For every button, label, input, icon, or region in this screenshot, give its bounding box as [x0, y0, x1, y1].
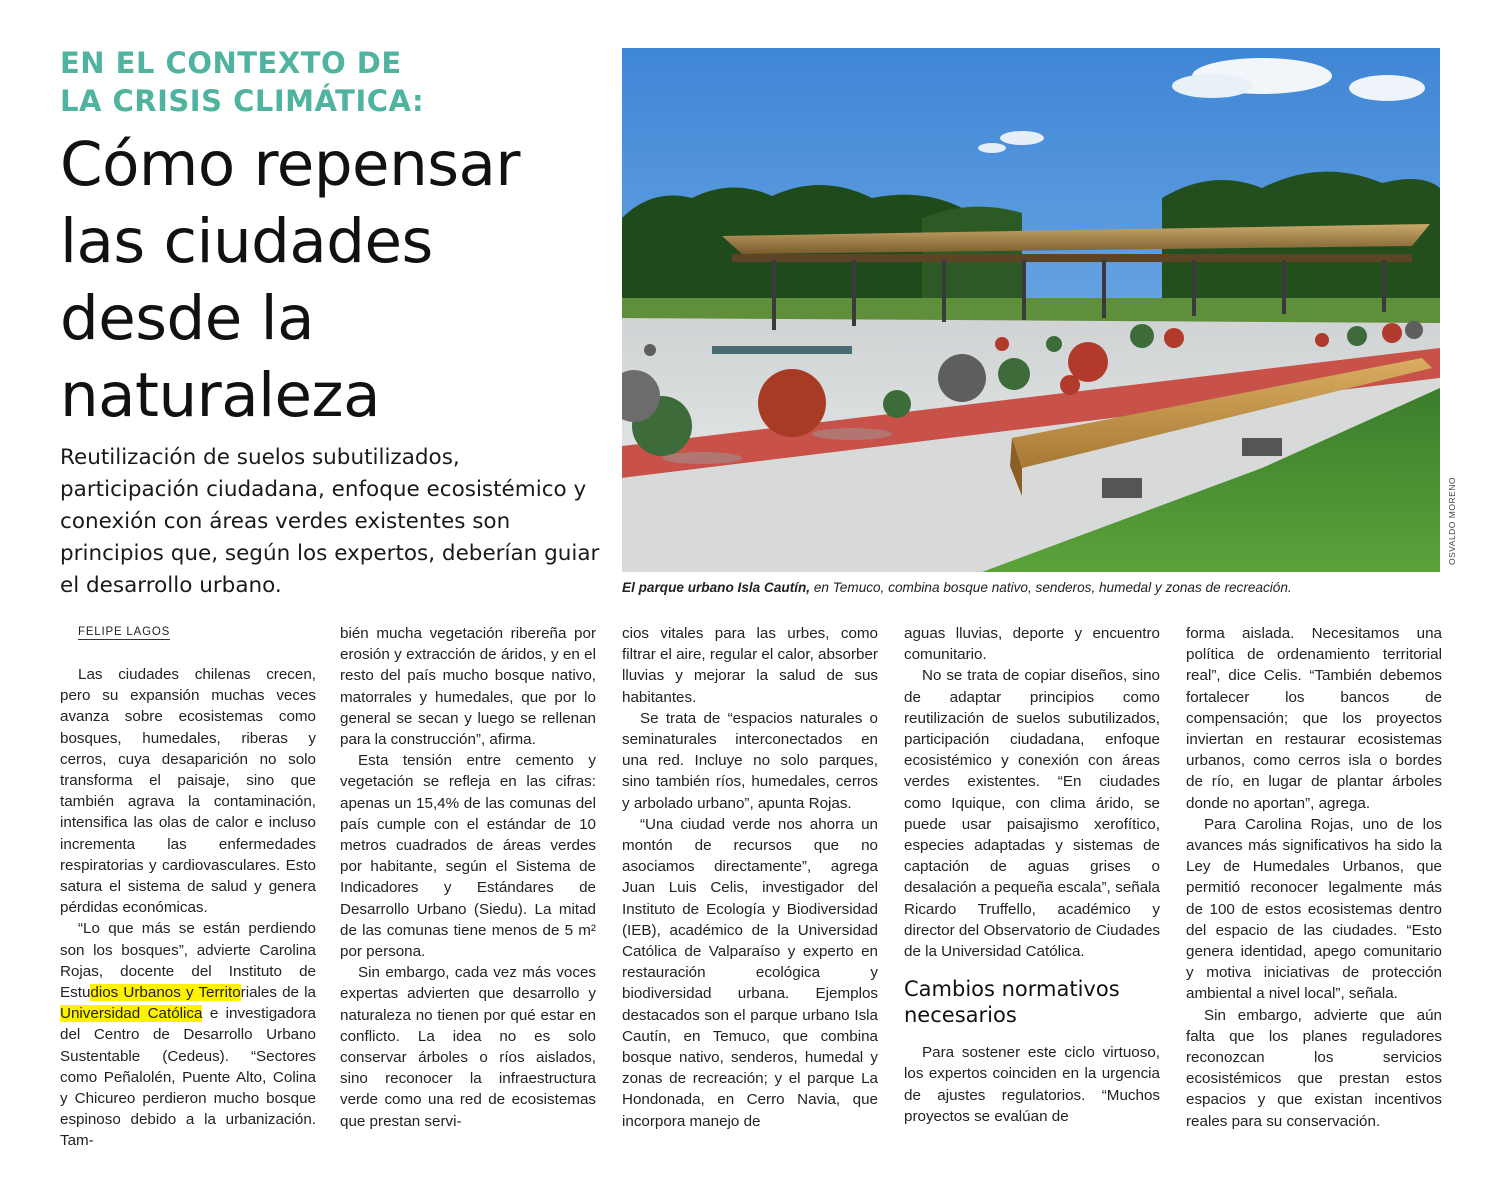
kicker — [60, 44, 580, 120]
kicker-line-2: LA CRISIS CLIMÁTICA: — [60, 84, 425, 118]
paragraph: Esta tensión entre cemento y vegetación se refleja en las cifras: apenas un 15,4% de las comunas del país cumple con el estándar de 10 metros cuadrados de áreas verdes por habitante, según el Sistema de Indicadores y Estándares de Desarrollo Urbano (Siedu). La mitad de las comunas tiene menos de 5 m² por persona. — [340, 752, 596, 961]
column-3 — [622, 623, 878, 1132]
caption-text: en Temuco, combina bosque nativo, senderos, humedal y zonas de recreación. — [810, 580, 1292, 595]
paragraph: No se trata de copiar diseños, sino de adaptar principios como reutilización de suelos subutilizados, participación ciudadana, enfoque ecosistémico y conexión con áreas verdes existentes. “En ciudades como Iquique, con clima árido, se puede usar paisajismo xerofítico, especies adaptadas y sistemas de captación de aguas grises o desalación a pequeña escala”, señala Ricardo Truffello, académico y director del Observatorio de Ciudades de la Universidad Católica. — [904, 667, 1160, 961]
headline-line-1: Cómo repensar — [60, 129, 520, 200]
headline-line-4: naturaleza — [60, 360, 380, 431]
park-photo — [622, 48, 1440, 572]
headline — [60, 126, 600, 434]
photo-caption — [622, 580, 1452, 595]
paragraph: bién mucha vegetación ribereña por erosión y extracción de áridos, y en el resto del país mucho bosque nativo, matorrales y humedales, que por lo general se secan y luego se rellenan para la construcción”, afirma. — [340, 625, 596, 749]
subheading: Cambios normativos necesarios — [904, 977, 1120, 1028]
highlight: dios Urbanos y Territo — [90, 984, 241, 1002]
paragraph: “Lo que más se están perdiendo son los bosques”, advierte Carolina Rojas, docente del Instituto de Estudios Urbanos y Territoriales de la Universidad Católica e investigadora del Centro de Desarrollo Urbano Sustentable (Cedeus). “Sectores como Peñalolén, Puente Alto, Colina y Chicureo perdieron mucho bosque espinoso debido a la urbanización. Tam- — [60, 920, 316, 1150]
deck: Reutilización de suelos subutilizados, participación ciudadana, enfoque ecosistémico y conexión con áreas verdes existentes son principios que, según los expertos, deberían guiar el desarrollo urbano. — [60, 445, 600, 598]
kicker-line-1: EN EL CONTEXTO DE — [60, 46, 402, 80]
caption-lead: El parque urbano Isla Cautín, — [622, 580, 811, 595]
headline-line-2: las ciudades — [60, 206, 433, 277]
column-4 — [904, 623, 1160, 1127]
paragraph: forma aislada. Necesitamos una política de ordenamiento territorial real”, dice Celis. “También debemos fortalecer los bancos de compensación; que los proyectos inviertan en restaurar ecosistemas urbanos, como cerros isla o bordes de río, en lugar de plantar árboles donde no aportan”, agrega. — [1186, 625, 1442, 812]
paragraph: Las ciudades chilenas crecen, pero su expansión muchas veces avanza sobre ecosistemas como bosques, humedales, riberas y cerros, cuya desaparición no solo transforma el paisaje, sino que también agrava la contaminación, intensifica las olas de calor e incluso incrementa las enfermedades respiratorias y cardiovasculares. Esto satura el sistema de salud y genera pérdidas económicas. — [60, 666, 316, 917]
paragraph: Sin embargo, cada vez más voces expertas advierten que desarrollo y naturaleza no tienen por qué estar en conflicto. La idea no es solo conservar árboles o ríos aislados, sino reconocer la infraestructura verde como una red de ecosistemas que prestan servi- — [340, 964, 596, 1130]
paragraph: “Una ciudad verde nos ahorra un montón de recursos que no asociamos directamente”, agrega Juan Luis Celis, investigador del Instituto de Ecología y Biodiversidad (IEB), académico de la Universidad Católica de Valparaíso y experto en restauración ecológica y biodiversidad urbana. Ejemplos destacados son el parque urbano Isla Cautín, en Temuco, que combina bosque nativo, senderos, humedal y zonas de recreación; y el parque La Hondonada, en Cerro Navia, que incorpora manejo de — [622, 815, 878, 1130]
paragraph: Para sostener este ciclo virtuoso, los expertos coinciden en la urgencia de ajustes regulatorios. “Muchos proyectos se evalúan de — [904, 1044, 1160, 1125]
paragraph: cios vitales para las urbes, como filtrar el aire, regular el calor, absorber lluvias y mejorar la salud de sus habitantes. — [622, 625, 878, 706]
column-2 — [340, 623, 596, 1132]
column-5 — [1186, 623, 1442, 1132]
column-1 — [60, 664, 316, 1152]
paragraph: Se trata de “espacios naturales o seminaturales interconectados en una red. Incluye no solo parques, sino también ríos, humedales, cerros y arbolado urbano”, apunta Rojas. — [622, 709, 878, 812]
paragraph: Sin embargo, advierte que aún falta que los planes reguladores reconozcan los servicios ecosistémicos que prestan estos espacios y que existan incentivos reales para su conservación. — [1186, 1006, 1442, 1130]
highlight: Universidad Católica — [60, 1005, 203, 1023]
paragraph: Para Carolina Rojas, uno de los avances más significativos ha sido la Ley de Humedales Urbanos, que permitió reconocer legalmente más de 100 de estos ecosistemas dentro del espacio de las ciudades. “Esto genera identidad, apego comunitario y motiva iniciativas de protección ambiental a nivel local”, señala. — [1186, 815, 1442, 1003]
headline-line-3: desde la — [60, 283, 314, 354]
byline: FELIPE LAGOS — [78, 626, 171, 638]
paragraph: aguas lluvias, deporte y encuentro comunitario. — [904, 625, 1160, 664]
photo-credit: OSVALDO MORENO — [1447, 476, 1457, 566]
